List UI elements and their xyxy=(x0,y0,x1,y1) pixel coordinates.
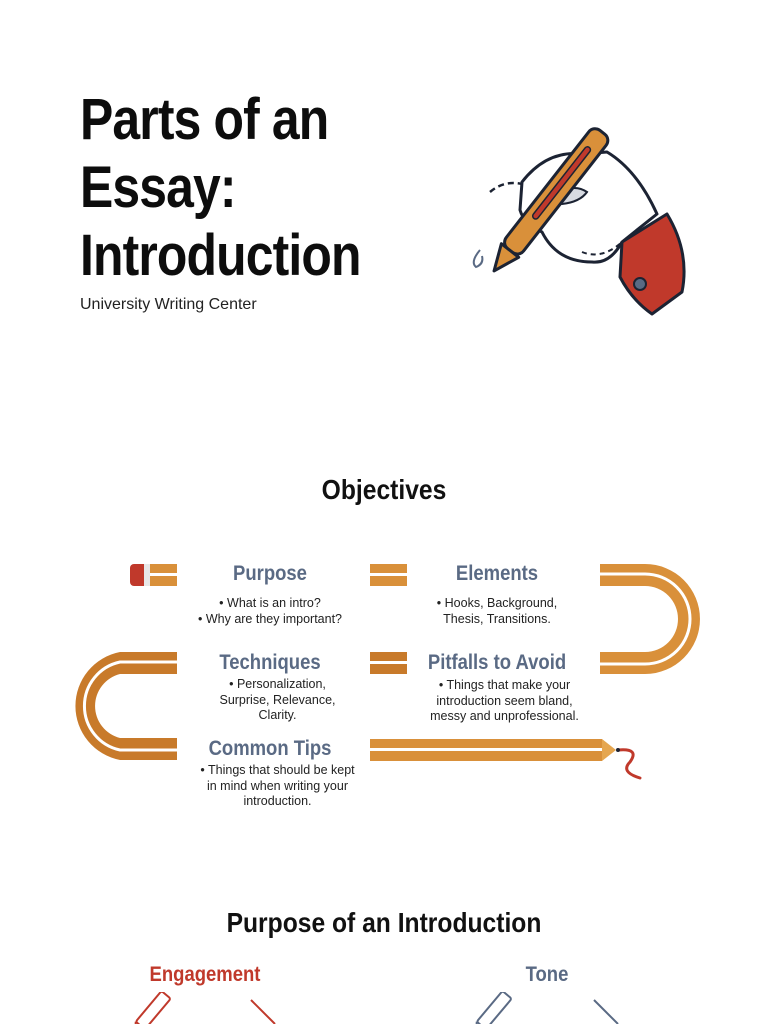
title-line-1: Parts of an xyxy=(80,87,329,152)
objective-heading-elements: Elements xyxy=(455,562,539,585)
objective-list-pitfalls xyxy=(422,678,587,725)
list-item: • Personalization, Surprise, Relevance, Clarity. xyxy=(210,677,345,724)
title-line-2: Essay: xyxy=(80,155,236,220)
title-line-3: Introduction xyxy=(80,223,361,288)
objective-heading-purpose: Purpose xyxy=(233,562,307,585)
objective-heading-pitfalls: Pitfalls to Avoid xyxy=(427,651,567,674)
subtitle: University Writing Center xyxy=(80,296,257,313)
list-item: • Why are they important? xyxy=(180,612,360,628)
objective-heading-common-tips: Common Tips xyxy=(208,737,332,760)
engagement-pencil-icon xyxy=(125,992,285,1024)
list-item: • Things that make your introduction seem bland, messy and unprofessional. xyxy=(422,678,587,725)
objective-list-techniques xyxy=(210,677,345,724)
purpose-heading-engagement: Engagement xyxy=(149,963,261,986)
objective-list-purpose xyxy=(180,596,360,627)
objective-list-elements xyxy=(427,596,567,627)
purpose-heading-tone: Tone xyxy=(525,963,569,986)
list-item: • Things that should be kept in mind when writing your introduction. xyxy=(200,763,355,810)
tone-pencil-icon xyxy=(466,992,626,1024)
pencil-track-illustration xyxy=(0,540,768,790)
purpose-section-title: Purpose of an Introduction xyxy=(226,907,542,938)
objectives-title: Objectives xyxy=(321,474,447,505)
list-item: • What is an intro? xyxy=(180,596,360,612)
list-item: • Hooks, Background, Thesis, Transitions. xyxy=(427,596,567,627)
hand-writing-icon xyxy=(462,92,702,322)
objective-list-common-tips xyxy=(200,763,355,810)
objective-heading-techniques: Techniques xyxy=(219,651,321,674)
page-title xyxy=(80,86,390,290)
